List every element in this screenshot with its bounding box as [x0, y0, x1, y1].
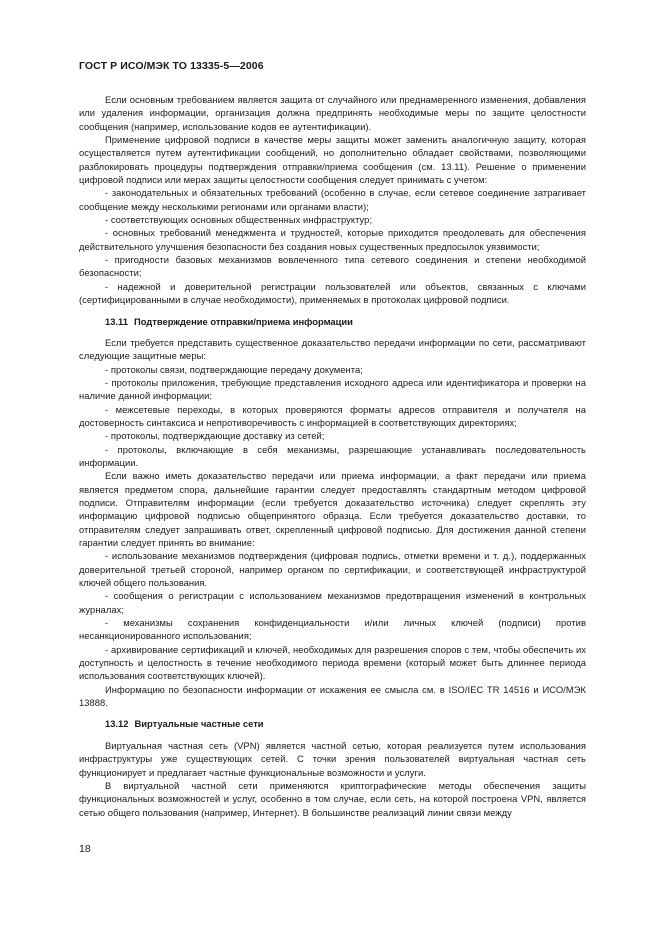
paragraph-group-b — [79, 336, 586, 710]
list-item: - основных требований менеджмента и трудностей, которые приходится преодолевать для обеспечения действительного улучшения безопасности без создания новых существенных предпосылок уязвимости; — [79, 227, 586, 252]
list-item: - протоколы, включающие в себя механизмы, разрешающие устанавливать последовательность информации. — [79, 443, 586, 468]
list-item: - надежной и доверительной регистрации пользователей или объектов, связанных с ключами (сертифицированными в случае необходимости), применяемых в протоколах цифровой подписи. — [79, 280, 586, 306]
list-item: - протоколы, подтверждающие доставку из сетей; — [105, 430, 325, 442]
list-item: - использование механизмов подтверждения (цифровая подпись, отметки времени и т. д.), поддержанных доверительной третьей стороной, например органом по сертификации, и соответствующей инфраструктурой ключей общего пользования. — [79, 550, 586, 589]
list-item: - сообщения о регистрации с использованием механизмов предотвращения изменений в контрольных журналах; — [79, 590, 586, 615]
list-item: - межсетевые переходы, в которых проверяются форматы адресов отправителя и получателя на достоверность синтаксиса и непротиворечивость с информацией в соответствующих директориях; — [79, 403, 586, 428]
section-title: Подтверждение отправки/приема информации — [133, 315, 353, 327]
list-item: - соответствующих основных общественных инфраструктур; — [105, 214, 373, 226]
paragraph-group-c — [79, 739, 586, 819]
document-body — [79, 93, 586, 819]
section-title: Виртуальные частные сети — [134, 718, 264, 730]
list-item: - пригодности базовых механизмов вовлеченного типа сетевого соединения и степени необходимой безопасности; — [79, 254, 586, 279]
paragraph: Применение цифровой подписи в качестве меры защиты может заменить аналогичную защиту, которая осуществляется путем аутентификации сообщений, но дополнительно обладает свойствами, позволяющими разблокировать процедуры подтверждения отправки/приема сообщения (см. 13.11). Решение о применении цифровой подписи или мерах защиты целостности сообщения следует принимать с учетом: — [79, 134, 586, 186]
list-item: - протоколы связи, подтверждающие передачу документа; — [105, 363, 363, 375]
list-item: - законодательных и обязательных требований (особенно в случае, если сетевое соединение затрагивает сообщение между несколькими регионами или органами власти); — [79, 187, 586, 212]
section-heading-13-11 — [79, 315, 586, 328]
paragraph: Виртуальная частная сеть (VPN) является частной сетью, которая реализуется путем использования инфраструктуры уже существующих сетей. С точки зрения пользователей виртуальная частная сеть функционирует и предлагает частные функциональные возможности и услуги. — [79, 739, 586, 778]
paragraph: Если основным требованием является защита от случайного или преднамеренного изменения, добавления или удаления информации, организация должна предпринять необходимые меры по защите целостности сообщения (например, использование кодов ее аутентификации). — [79, 94, 586, 132]
section-heading-13-12 — [79, 717, 586, 730]
list-item: - протоколы приложения, требующие представления исходного адреса или идентификатора и проверки на наличие данной информации; — [79, 376, 586, 402]
paragraph: Если важно иметь доказательство передачи или приема информации, а факт передачи или приема является предметом спора, дальнейшие гарантии следует предоставлять стандартным методом цифровой подписи. Отправителям информации (если требуется доказательство источника) следует скреплять эту информацию цифровой подписью общепринятого образца. Если требуется доказательство доставки, то отправителям следует запрашивать ответ, скрепленный цифровой подписью. Для достижения данной степени гарантии следует принять во внимание: — [79, 470, 586, 548]
document-header: ГОСТ Р ИСО/МЭК ТО 13335-5—2006 — [79, 60, 264, 72]
page-number: 18 — [79, 843, 91, 855]
paragraph: В виртуальной частной сети применяются криптографические методы обеспечения защиты функциональных возможностей и услуг, особенно в том случае, если сеть, на которой построена VPN, является сетью общего пользования (например, Интернет). В большинстве реализаций линии связи между — [79, 779, 586, 818]
paragraph-group-a — [79, 93, 586, 307]
list-item: - механизмы сохранения конфиденциальности и/или личных ключей (подписи) против несанкционированного использования; — [79, 617, 586, 642]
list-item: - архивирование сертификаций и ключей, необходимых для разрешения споров с тем, чтобы обеспечить их доступность и целостность в течение необходимого периода времени (который может быть длиннее периода использования соответствующих ключей). — [79, 643, 586, 682]
section-number: 13.12 — [105, 718, 129, 730]
paragraph: Информацию по безопасности информации от искажения ее смысла см. в ISO/IEC TR 14516 и ИСО/МЭК 13888. — [79, 683, 586, 709]
paragraph: Если требуется представить существенное доказательство передачи информации по сети, рассматривают следующие защитные меры: — [79, 336, 586, 362]
section-number: 13.11 — [105, 315, 128, 327]
